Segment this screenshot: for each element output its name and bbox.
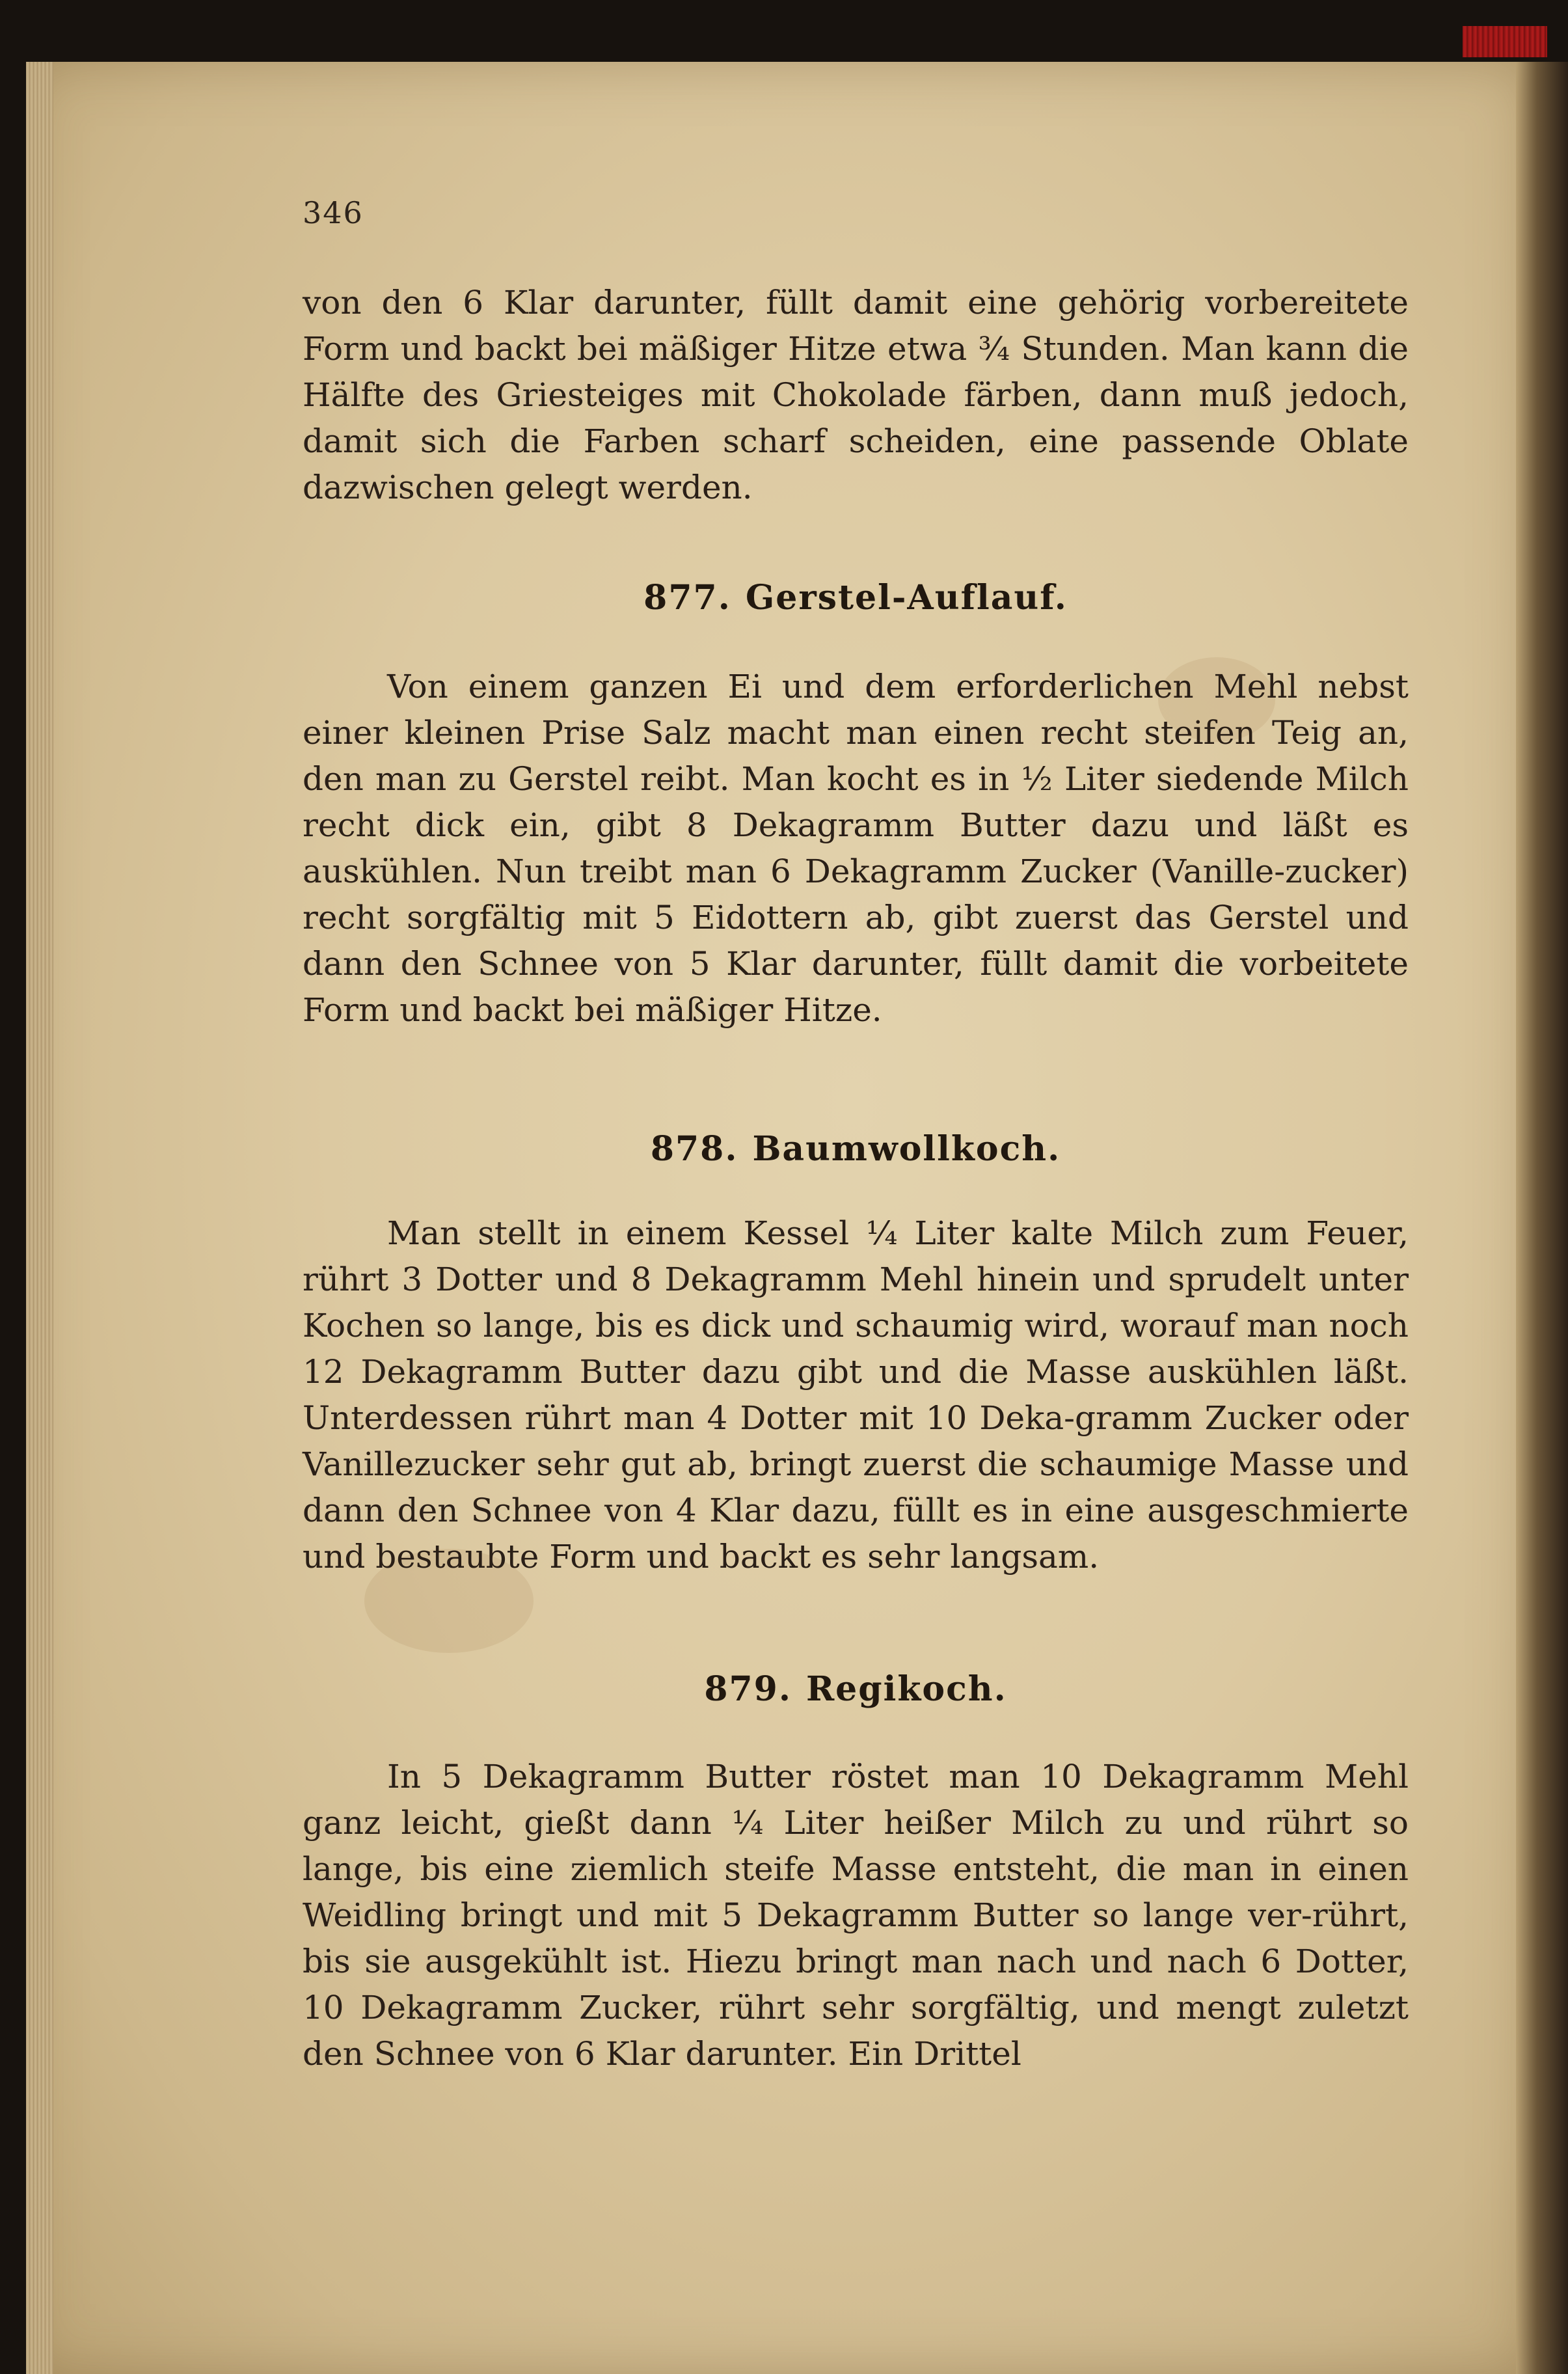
paragraph-continuation: von den 6 Klar darunter, füllt damit eine gehörig vorbereitete Form und backt bei mäßiger Hitze etwa ¾ Stunden. Man kann die Hälfte des Griesteiges mit Chokolade färben, dann muß jedoch, damit sich die Farben scharf scheiden, eine passende Oblate dazwischen gelegt werden. [303,284,1409,506]
recipe-title: Regikoch. [805,1669,1007,1709]
paragraph-recipe-878: Man stellt in einem Kessel ¼ Liter kalte Milch zum Feuer, rührt 3 Dotter und 8 Dekagramm Mehl hinein und sprudelt unter Kochen so lange, bis es dick und schaumig wird, worauf man noch 12 Dekagramm Butter dazu gibt und die Masse auskühlen läßt. Unterdessen rührt man 4 Dotter mit 10 Deka-gramm Zucker oder Vanillezucker sehr gut ab, bringt zuerst die schaumige Masse und dann den Schnee von 4 Klar dazu, füllt es in eine ausgeschmierte und bestaubte Form und backt es sehr langsam. [303,1214,1409,1576]
page-number: 346 [303,195,364,230]
recipe-heading-877 [303,578,1409,618]
paragraph-recipe-877: Von einem ganzen Ei und dem erforderlichen Mehl nebst einer kleinen Prise Salz macht man einen recht steifen Teig an, den man zu Gerstel reibt. Man kocht es in ½ Liter siedende Milch recht dick ein, gibt 8 Dekagramm Butter dazu und läßt es auskühlen. Nun treibt man 6 Dekagramm Zucker (Vanille-zucker) recht sorgfältig mit 5 Eidottern ab, gibt zuerst das Gerstel und dann den Schnee von 5 Klar darunter, füllt damit die vorbeitete Form und backt bei mäßiger Hitze. [303,668,1409,1029]
recipe-heading-878 [303,1129,1409,1169]
recipe-heading-879 [303,1669,1409,1709]
page-edge-left [26,62,53,2374]
recipe-title: Baumwollkoch. [752,1129,1061,1169]
paragraph-recipe-879: In 5 Dekagramm Butter röstet man 10 Dekagramm Mehl ganz leicht, gießt dann ¼ Liter heißer Milch zu und rührt so lange, bis eine ziemlich steife Masse entsteht, die man in einen Weidling bringt und mit 5 Dekagramm Butter so lange ver-rührt, bis sie ausgekühlt ist. Hiezu bringt man nach und nach 6 Dotter, 10 Dekagramm Zucker, rührt sehr sorgfältig, und mengt zuletzt den Schnee von 6 Klar darunter. Ein Drittel [303,1758,1409,2073]
recipe-number: 879. [704,1669,792,1709]
red-bookmark-ribbon [1463,26,1547,57]
recipe-number: 878. [650,1129,738,1169]
book-spine-shadow [1516,62,1568,2374]
recipe-number: 877. [643,578,731,618]
recipe-title: Gerstel-Auflauf. [745,578,1068,618]
